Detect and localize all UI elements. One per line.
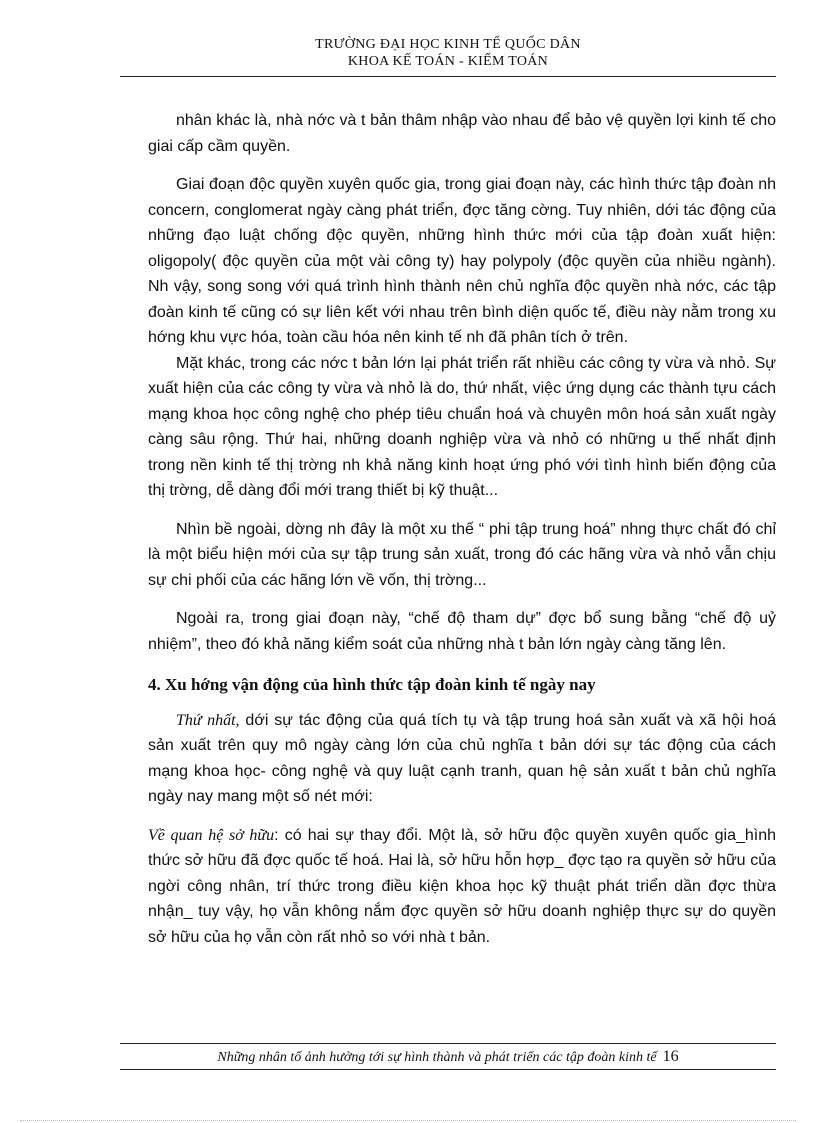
paragraph-6-lead: Thứ nhất, [176, 711, 240, 729]
footer-rule-top [120, 1043, 776, 1044]
page-number: 16 [662, 1048, 679, 1065]
paragraph-7 [148, 823, 776, 951]
page-footer [120, 1047, 776, 1068]
paragraph-6 [148, 708, 776, 810]
paragraph-6-text: dới sự tác động của quá tích tụ và tập trung hoá sản xuất và xã hội hoá sản xuất trên quy mô ngày càng lớn của chủ nghĩa t bản dới sự tác động của cách mạng khoa học- công nghệ và quy luật cạnh tranh, quan hệ sản xuất t bản chủ nghĩa ngày nay mang một số nét mới: [148, 711, 777, 805]
paragraph-4: Nhìn bề ngoài, dờng nh đây là một xu thế “ phi tập trung hoá” nhng thực chất đó chỉ là một biểu hiện mới của sự tập trung sản xuất, trong đó các hãng vừa và nhỏ vẫn chịu sự chi phối của các hãng lớn về vốn, thị trờng... [148, 520, 776, 589]
section-heading: 4. Xu hớng vận động của hình thức tập đoàn kinh tế ngày nay [148, 675, 596, 694]
paragraph-3: Mặt khác, trong các nớc t bản lớn lại phát triển rất nhiều các công ty vừa và nhỏ. Sự xuất hiện của các công ty vừa và nhỏ là do, thứ nhất, việc ứng dụng các thành tựu cách mạng khoa học công nghệ cho phép tiêu chuẩn hoá và chuyên môn hoá sản xuất ngày càng sâu rộng. Thứ hai, những doanh nghiệp vừa và nhỏ có những u thế nhất định trong nền kinh tế thị trờng nh khả năng kinh hoạt ứng phó với tình hình biến động của thị trờng, dễ dàng đổi mới trang thiết bị kỹ thuật... [148, 354, 776, 499]
header-rule [120, 76, 776, 77]
footer-title: Những nhân tố ảnh hưởng tới sự hình thành và phát triển các tập đoàn kinh tế [217, 1050, 657, 1065]
paragraph-5: Ngoài ra, trong giai đoạn này, “chế độ tham dự” đợc bổ sung bằng “chế độ uỷ nhiệm”, theo đó khả năng kiểm soát của những nhà t bản lớn ngày càng tăng lên. [148, 610, 776, 653]
paragraph-1: nhân khác là, nhà nớc và t bản thâm nhập vào nhau để bảo vệ quyền lợi kinh tế cho giai cấp cầm quyền. [148, 112, 776, 155]
page-body [148, 108, 776, 950]
page-header [120, 36, 776, 70]
paragraph-7-text: : có hai sự thay đổi. Một là, sở hữu độc quyền xuyên quốc gia_hình thức sở hữu đã đợc quốc tế hoá. Hai là, sở hữu hỗn hợp_ đợc tạo ra quyền sở hữu của ngời công nhân, trí thức trong điều kiện khoa học kỹ thuật phát triển dần đợc thừa nhận_ tuy vậy, họ vẫn không nắm đợc quyền sở hữu doanh nghiệp thực sự do quyền sở hữu của họ vẫn còn rất nhỏ so với nhà t bản. [148, 826, 777, 946]
paragraph-7-lead: Về quan hệ sở hữu [148, 826, 275, 844]
footer-rule-bottom [120, 1069, 776, 1070]
paragraph-2: Giai đoạn độc quyền xuyên quốc gia, trong giai đoạn này, các hình thức tập đoàn nh concern, conglomerat ngày càng phát triển, đợc tăng cờng. Tuy nhiên, dới tác động của những đạo luật chống độc quyền, những hình thức mới của tập đoàn xuất hiện: oligopoly( độc quyền của một vài công ty) hay polypoly (độc quyền của nhiều ngành). Nh vậy, song song với quá trình hình thành nên chủ nghĩa độc quyền nhà nớc, các tập đoàn kinh tế cũng có sự liên kết với nhau trên bình diện quốc tế, điều này nằm trong xu hớng khu vực hóa, toàn cầu hóa nên kinh tế nh đã phân tích ở trên. [148, 176, 776, 346]
header-university: TRƯỜNG ĐẠI HỌC KINH TẾ QUỐC DÂN [315, 37, 581, 52]
page-edge-dots [20, 1120, 796, 1121]
header-faculty: KHOA KẾ TOÁN - KIỂM TOÁN [347, 54, 549, 69]
